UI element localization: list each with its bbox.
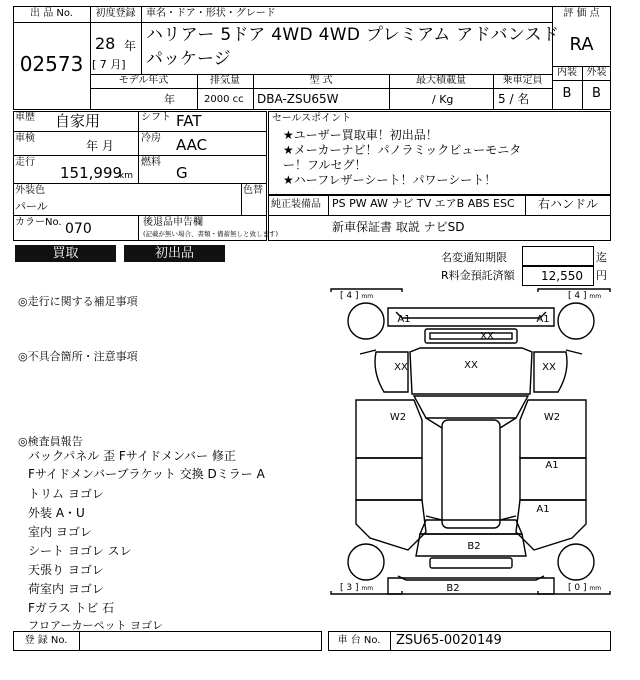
lot-number-label: 出 品 No. — [30, 8, 73, 19]
model-year-unit: 年 — [164, 93, 175, 106]
aircon-label: 冷房 — [141, 133, 161, 144]
shift-label: シフト — [141, 112, 171, 123]
first-listing-tag: 初出品 — [124, 245, 225, 262]
interior-grade: B — [562, 86, 572, 101]
front-right-wheel — [558, 303, 594, 339]
fuel-value: G — [176, 164, 188, 182]
chassis-number-label: 車 台 No. — [337, 635, 381, 646]
purchase-tag: 買取 — [15, 245, 116, 262]
deadline-box — [522, 246, 594, 266]
color-no-label: カラーNo. — [15, 217, 62, 228]
history-value: 自家用 — [55, 112, 101, 130]
capacity-label: 乗車定員 — [502, 75, 543, 86]
shift-value: FAT — [176, 112, 202, 130]
rear-window — [420, 520, 522, 534]
recycle-fee-value: 12,550 — [541, 269, 583, 283]
inspection-value: 年 月 — [86, 139, 114, 153]
damage-mark-hood: XX — [464, 360, 478, 371]
aircon-value: AAC — [176, 136, 208, 154]
deadline-label: 名変通知期限 — [441, 251, 507, 264]
inspector-line-7: 天張り ヨゴレ — [28, 563, 104, 577]
damage-diagram — [330, 288, 612, 628]
front-bumper — [388, 308, 554, 326]
model-type-label: 型 式 — [309, 75, 333, 86]
exterior-color-value: パール — [15, 200, 48, 213]
mileage-unit: km — [119, 171, 133, 181]
deadline-unit: 迄 — [596, 251, 607, 264]
equipment-label: 純正装備品 — [271, 199, 321, 210]
displacement-label: 排気量 — [210, 75, 240, 86]
left-rear-door — [356, 458, 422, 500]
recycle-fee-label: R料金預託済額 — [441, 269, 515, 282]
damage-mark-right-front-door: W2 — [543, 412, 561, 423]
history-label: 車歴 — [15, 112, 35, 123]
lot-number: 02573 — [19, 52, 84, 76]
damage-mark-front-bumper-right: A1 — [536, 314, 550, 325]
inspection-label: 車検 — [15, 133, 35, 144]
registration-month: [ 7 月] — [92, 58, 126, 71]
sales-point-line-2: ★メーカーナビ！パノラミックビューモニタ — [283, 143, 522, 157]
damage-mark-right-rear-door: A1 — [545, 460, 559, 471]
left-rear-quarter — [356, 500, 426, 550]
roof — [442, 420, 500, 528]
rear-left-wheel — [348, 544, 384, 580]
front-left-wheel — [348, 303, 384, 339]
displacement-value: 2000 cc — [204, 94, 244, 105]
inspector-line-10: フロアーカーペット ヨゴレ — [28, 619, 163, 632]
tire-tread-top-right: [ 4 ] mm — [568, 291, 602, 301]
recycle-fee-unit: 円 — [596, 269, 607, 282]
model-type-value: DBA-ZSU65W — [257, 92, 339, 106]
damage-mark-right-rear-quarter: A1 — [536, 504, 550, 515]
inspector-line-2: Fサイドメンバーブラケット 交換 Dミラー A — [28, 467, 265, 481]
aftermarket-label: 後退品申告欄 — [143, 217, 203, 228]
windshield — [414, 396, 528, 418]
sales-points-label: セールスポイント — [272, 113, 352, 124]
steering-value: 右ハンドル — [537, 197, 598, 211]
aftermarket-note: (記載が無い場合、書類・備蓄無しと致します) — [143, 230, 279, 238]
registration-year-unit: 年 — [124, 39, 137, 53]
damage-mark-left-fender: XX — [394, 362, 408, 373]
tire-tread-bottom-left: [ 3 ] mm — [340, 583, 374, 593]
defects-heading: ◎不具合箇所・注意事項 — [18, 350, 138, 363]
evaluation-label: 評 価 点 — [563, 8, 600, 19]
equipment-value: PS PW AW ナビ TV エアB ABS ESC — [332, 197, 515, 210]
left-front-door — [356, 400, 422, 458]
sales-point-line-3: ー！フルセグ！ — [283, 158, 367, 172]
inspector-line-3: トリム ヨゴレ — [28, 487, 104, 501]
warranty-value: 新車保証書 取説 ナビSD — [332, 220, 465, 234]
inspector-line-5: 室内 ヨゴレ — [28, 525, 92, 539]
mileage-value: 151,999 — [60, 164, 123, 182]
car-name-line1: ハリアー 5ドア 4WD 4WD プレミアム アドバンスド — [146, 25, 560, 45]
tire-tread-top-left: [ 4 ] mm — [340, 291, 374, 301]
front-grille — [425, 329, 517, 343]
fuel-label: 燃料 — [141, 157, 161, 168]
evaluation-score: RA — [569, 34, 594, 55]
inspector-line-8: 荷室内 ヨゴレ — [28, 582, 104, 596]
inspector-line-6: シート ヨゴレ スレ — [28, 544, 132, 558]
damage-mark-front-bumper-left: A1 — [397, 314, 411, 325]
inspector-line-9: Fガラス トビ 石 — [28, 601, 115, 615]
first-registration-label: 初度登録 — [95, 8, 136, 19]
damage-mark-right-fender: XX — [542, 362, 556, 373]
inspector-line-4: 外装 A・U — [28, 506, 85, 520]
exterior-color-label: 外装色 — [15, 185, 45, 196]
capacity-value: 5 / 名 — [498, 92, 530, 106]
sales-point-line-4: ★ハーフレザーシート！パワーシート！ — [283, 173, 497, 187]
car-name-line2: パッケージ — [146, 49, 231, 69]
right-front-door — [520, 400, 586, 458]
registration-year: 28 — [95, 34, 116, 53]
car-name-label: 車名・ドア・形状・グレード — [146, 8, 276, 19]
driving-notes-heading: ◎走行に関する補足事項 — [18, 295, 138, 308]
damage-mark-front-grille: XX — [480, 331, 494, 342]
rear-right-wheel — [558, 544, 594, 580]
damage-mark-trunk: B2 — [467, 541, 481, 552]
exterior-grade: B — [592, 86, 601, 101]
registration-number-label: 登 録 No. — [24, 635, 68, 646]
right-rear-quarter — [516, 500, 586, 550]
interior-grade-label: 内装 — [557, 67, 577, 78]
hood — [410, 348, 532, 394]
sales-point-line-1: ★ユーザー買取車！初出品！ — [283, 128, 438, 142]
color-change-label: 色替 — [243, 185, 263, 196]
tire-tread-bottom-right: [ 0 ] mm — [568, 583, 602, 593]
damage-mark-left-front-door: W2 — [389, 412, 407, 423]
max-load-value: / Kg — [432, 93, 454, 106]
inspector-report-heading: ◎検査員報告 — [18, 435, 83, 448]
model-year-label: モデル年式 — [118, 75, 169, 86]
inspector-line-1: バックパネル 歪 Fサイドメンバー 修正 — [28, 449, 236, 463]
mileage-label: 走行 — [15, 157, 35, 168]
chassis-number-value: ZSU65-0020149 — [396, 633, 502, 648]
color-no-value: 070 — [65, 221, 92, 237]
damage-mark-rear-bumper: B2 — [446, 583, 460, 594]
exterior-grade-label: 外装 — [586, 67, 607, 78]
max-load-label: 最大積載量 — [416, 75, 466, 86]
